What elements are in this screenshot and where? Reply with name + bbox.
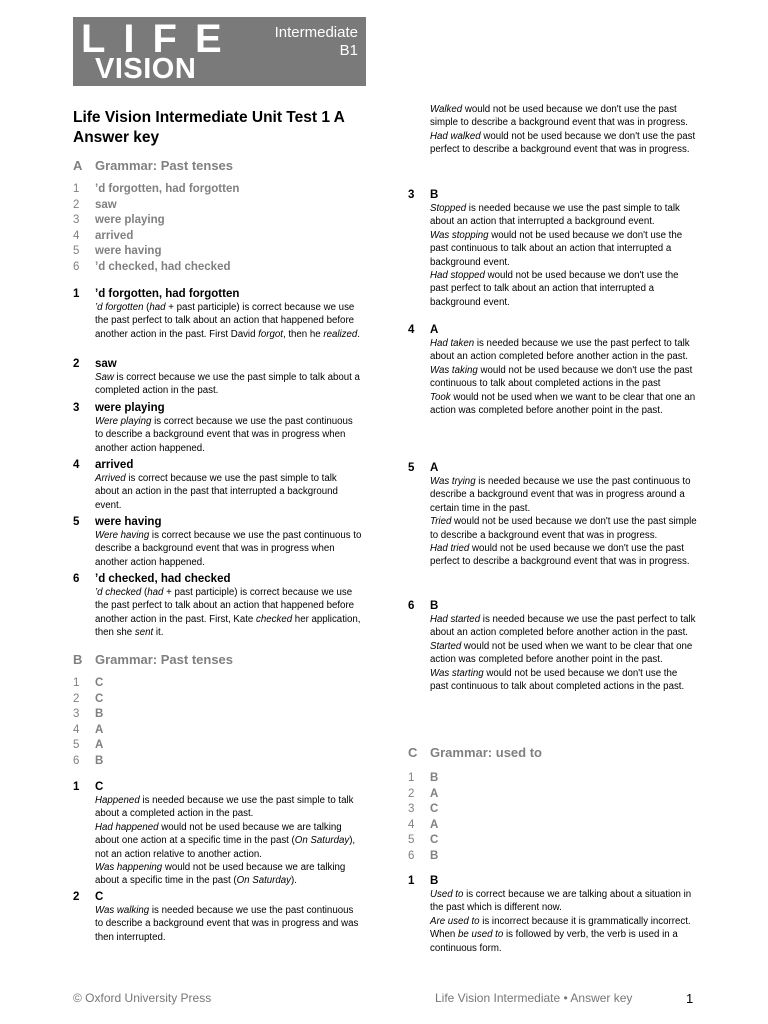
- answer-text: B: [430, 875, 439, 887]
- answer-body: [73, 415, 363, 455]
- answer-explanation: [408, 874, 698, 955]
- list-item: [73, 754, 103, 770]
- item-number: 4: [408, 818, 415, 831]
- answer-heading: [408, 323, 698, 337]
- answer-heading: [73, 357, 363, 371]
- explanation-line: Was walking is needed because we use the past continuous to describe a background event that was in progress and was then interrupted.: [95, 905, 359, 943]
- item-number: 3: [408, 803, 415, 816]
- list-item: [408, 849, 438, 865]
- explanation-line: Happened is needed because we use the past simple to talk about a completed action in the past.: [95, 795, 354, 820]
- explanation-line: Walked would not be used because we don't use the past simple to describe a background event that was in progress.: [430, 104, 688, 129]
- item-answer: arrived: [95, 229, 134, 242]
- answer-heading: [408, 188, 698, 202]
- answer-body: [408, 202, 698, 309]
- answer-body: [73, 301, 363, 341]
- item-answer: A: [95, 739, 104, 752]
- section-title: Grammar: used to: [430, 745, 542, 760]
- answer-body: [73, 586, 363, 640]
- answer-explanation: [73, 890, 363, 944]
- list-item: [73, 198, 239, 214]
- answer-explanation: [73, 515, 363, 569]
- answer-body: [408, 337, 698, 417]
- answer-body: [73, 529, 363, 569]
- item-number: 6: [73, 754, 80, 767]
- answer-text: were playing: [95, 402, 165, 414]
- answer-explanation: [408, 461, 698, 569]
- explanation-line: Arrived is correct because we use the past simple to talk about an action in the past that interrupted a background event.: [95, 473, 338, 511]
- page-number: 1: [686, 991, 694, 1006]
- explanation-line: Was starting would not be used because we don't use the past continuous to talk about completed actions in the past.: [430, 667, 685, 693]
- answer-number: 1: [73, 288, 80, 300]
- item-number: 4: [73, 229, 80, 242]
- list-item: [408, 802, 438, 818]
- list-item: [73, 738, 103, 754]
- answer-number: 5: [73, 516, 80, 528]
- answer-number: 5: [408, 462, 415, 474]
- answer-explanation: [73, 458, 363, 512]
- section-letter: A: [73, 158, 83, 173]
- answer-body: [408, 475, 698, 569]
- page-title: Life Vision Intermediate Unit Test 1 A Answer key: [73, 109, 345, 146]
- item-number: 2: [408, 787, 415, 800]
- explanation-line: Saw is correct because we use the past simple to talk about a completed action in the past.: [95, 372, 360, 397]
- answer-text: B: [430, 189, 439, 201]
- item-answer: B: [430, 849, 439, 862]
- answer-body: [73, 904, 363, 944]
- explanation-line: Were playing is correct because we use the past continuous to describe a background event that was in progress when another action happened.: [95, 416, 353, 454]
- item-number: 4: [73, 723, 80, 736]
- answer-number: 3: [73, 402, 80, 414]
- answer-number: 6: [408, 600, 415, 612]
- section-c-list: [408, 771, 438, 865]
- answer-heading: [73, 780, 363, 794]
- answer-text: C: [95, 891, 104, 903]
- item-answer: C: [430, 803, 439, 816]
- item-answer: A: [430, 818, 439, 831]
- explanation-line: Are used to is incorrect because it is grammatically incorrect. When be used to is followed by verb, the verb is used in a continuous form.: [430, 915, 691, 954]
- item-answer: saw: [95, 198, 117, 211]
- item-number: 1: [408, 772, 415, 784]
- answer-text: arrived: [95, 459, 134, 471]
- item-number: 1: [73, 677, 80, 689]
- answer-heading: [408, 599, 698, 613]
- answer-number: 4: [73, 459, 80, 471]
- answer-body: [408, 888, 698, 955]
- answer-text: A: [430, 462, 439, 474]
- answer-explanation: [408, 599, 698, 693]
- level-label: [275, 24, 358, 60]
- list-item: [73, 213, 239, 229]
- item-answer: B: [430, 772, 439, 784]
- section-letter: B: [73, 652, 83, 667]
- item-answer: C: [95, 692, 104, 705]
- answer-explanation-continued: [408, 103, 698, 157]
- list-item: [408, 818, 438, 834]
- answer-heading: [408, 874, 698, 888]
- answer-text: C: [95, 781, 104, 793]
- item-answer: ’d checked, had checked: [95, 260, 231, 273]
- item-number: 2: [73, 692, 80, 705]
- explanation-line: Had stopped would not be used because we don't use the past perfect to talk about an action that interrupted a background event.: [430, 270, 679, 308]
- answer-explanation: [73, 401, 363, 455]
- logo-text-vision: VISION: [95, 53, 197, 85]
- explanation-line: Was taking would not be used because we don't use the past continuous to talk about completed actions in the past: [430, 364, 693, 390]
- explanation-line: Started would not be used when we want to be clear that one action was completed before another point in the past.: [430, 640, 693, 666]
- answer-heading: [73, 890, 363, 904]
- answer-body: [408, 103, 698, 157]
- answer-heading: [73, 515, 363, 529]
- answer-body: [73, 472, 363, 512]
- list-item: [73, 676, 103, 692]
- explanation-line: Used to is correct because we are talking about a situation in the past which is different now.: [430, 889, 692, 914]
- answer-body: [408, 613, 698, 693]
- item-answer: B: [95, 708, 104, 721]
- explanation-line: Were having is correct because we use the past continuous to describe a background event that was in progress when another action happened.: [95, 530, 362, 568]
- explanation-line: Tried would not be used because we don't use the past simple to describe a background event that was in progress.: [430, 516, 697, 541]
- answer-text: B: [430, 600, 439, 612]
- answer-number: 2: [73, 358, 80, 370]
- section-a-heading: [73, 158, 233, 174]
- item-answer: C: [95, 677, 104, 689]
- item-answer: C: [430, 834, 439, 847]
- answer-explanation: [73, 780, 363, 888]
- explanation-line: Was happening would not be used because we are talking about a specific time in the past (On Saturday).: [95, 862, 346, 887]
- item-answer: were having: [95, 245, 162, 258]
- list-item: [73, 723, 103, 739]
- explanation-line: Had happened would not be used because we are talking about one action at a specific time in the past (On Saturday), not an action relative to another action.: [95, 821, 356, 860]
- section-c-heading: [408, 745, 542, 761]
- answer-body: [73, 794, 363, 888]
- answer-text: were having: [95, 516, 162, 528]
- section-title: Grammar: Past tenses: [95, 652, 234, 667]
- explanation-line: Had tried would not be used because we don't use the past perfect to describe a background event that was in progress.: [430, 543, 690, 568]
- answer-explanation: [73, 357, 363, 398]
- list-item: [73, 692, 103, 708]
- item-number: 3: [73, 214, 80, 227]
- item-number: 3: [73, 708, 80, 721]
- logo-text-life: LIFE: [81, 17, 240, 61]
- explanation-line: ’d forgotten (had + past participle) is correct because we use the past perfect to talk about an action that happened before another action in the past. First David forgot, then he realized.: [95, 302, 360, 340]
- logo-banner: [73, 17, 366, 86]
- answer-number: 1: [73, 781, 80, 793]
- item-number: 2: [73, 198, 80, 211]
- explanation-line: Was stopping would not be used because we don't use the past continuous to talk about an action that interrupted a background event.: [430, 229, 683, 268]
- answer-text: ’d forgotten, had forgotten: [95, 288, 240, 300]
- list-item: [73, 182, 239, 198]
- explanation-line: Was trying is needed because we use the past continuous to describe a background event that was in progress around a certain time in the past.: [430, 476, 691, 514]
- answer-number: 4: [408, 324, 415, 336]
- list-item: [73, 244, 239, 260]
- answer-number: 6: [73, 573, 80, 585]
- list-item: [408, 771, 438, 787]
- item-answer: A: [430, 787, 439, 800]
- answer-explanation: [408, 323, 698, 417]
- item-number: 5: [73, 245, 80, 258]
- answer-heading: [73, 572, 363, 586]
- answer-text: saw: [95, 358, 117, 370]
- item-number: 5: [73, 739, 80, 752]
- list-item: [73, 707, 103, 723]
- item-number: 5: [408, 834, 415, 847]
- explanation-line: Had walked would not be used because we don't use the past perfect to describe a background event that was in progress.: [430, 130, 696, 156]
- item-answer: ’d forgotten, had forgotten: [95, 183, 240, 195]
- list-item: [73, 229, 239, 245]
- level-code: B1: [339, 42, 358, 59]
- footer-book-title: Life Vision Intermediate • Answer key: [435, 991, 633, 1005]
- list-item: [73, 260, 239, 276]
- section-b-list: [73, 676, 103, 770]
- answer-number: 1: [408, 875, 415, 887]
- answer-heading: [408, 461, 698, 475]
- answer-body: [73, 371, 363, 398]
- explanation-line: ’d checked (had + past participle) is correct because we use the past perfect to talk about an action that happened before another action in the past. First, Kate checked her application, then she sent it.: [95, 587, 361, 639]
- answer-explanation: [408, 188, 698, 309]
- answer-number: 3: [408, 189, 415, 201]
- item-answer: A: [95, 723, 104, 736]
- answer-number: 2: [73, 891, 80, 903]
- item-answer: B: [95, 754, 104, 767]
- item-answer: were playing: [95, 214, 165, 227]
- explanation-line: Stopped is needed because we use the past simple to talk about an action that interrupted a background event.: [430, 203, 680, 228]
- answer-explanation: [73, 287, 363, 341]
- answer-heading: [73, 458, 363, 472]
- answer-heading: [73, 401, 363, 415]
- explanation-line: Had started is needed because we use the past perfect to talk about an action completed before another action in the past.: [430, 614, 696, 639]
- section-b-heading: [73, 652, 233, 668]
- answer-text: ’d checked, had checked: [95, 573, 231, 585]
- list-item: [408, 833, 438, 849]
- item-number: 1: [73, 183, 80, 195]
- answer-heading: [73, 287, 363, 301]
- item-number: 6: [73, 260, 80, 273]
- section-letter: C: [408, 745, 418, 760]
- answer-explanation: [73, 572, 363, 640]
- answer-text: A: [430, 324, 439, 336]
- level-name: Intermediate: [274, 24, 358, 41]
- section-a-list: [73, 182, 239, 276]
- section-title: Grammar: Past tenses: [95, 158, 234, 173]
- list-item: [408, 787, 438, 803]
- explanation-line: Had taken is needed because we use the past perfect to talk about an action completed before another action in the past.: [430, 338, 690, 363]
- explanation-line: Took would not be used when we want to be clear that one an action was completed before another point in the past.: [430, 391, 696, 417]
- item-number: 6: [408, 849, 415, 862]
- footer-copyright: © Oxford University Press: [73, 991, 212, 1005]
